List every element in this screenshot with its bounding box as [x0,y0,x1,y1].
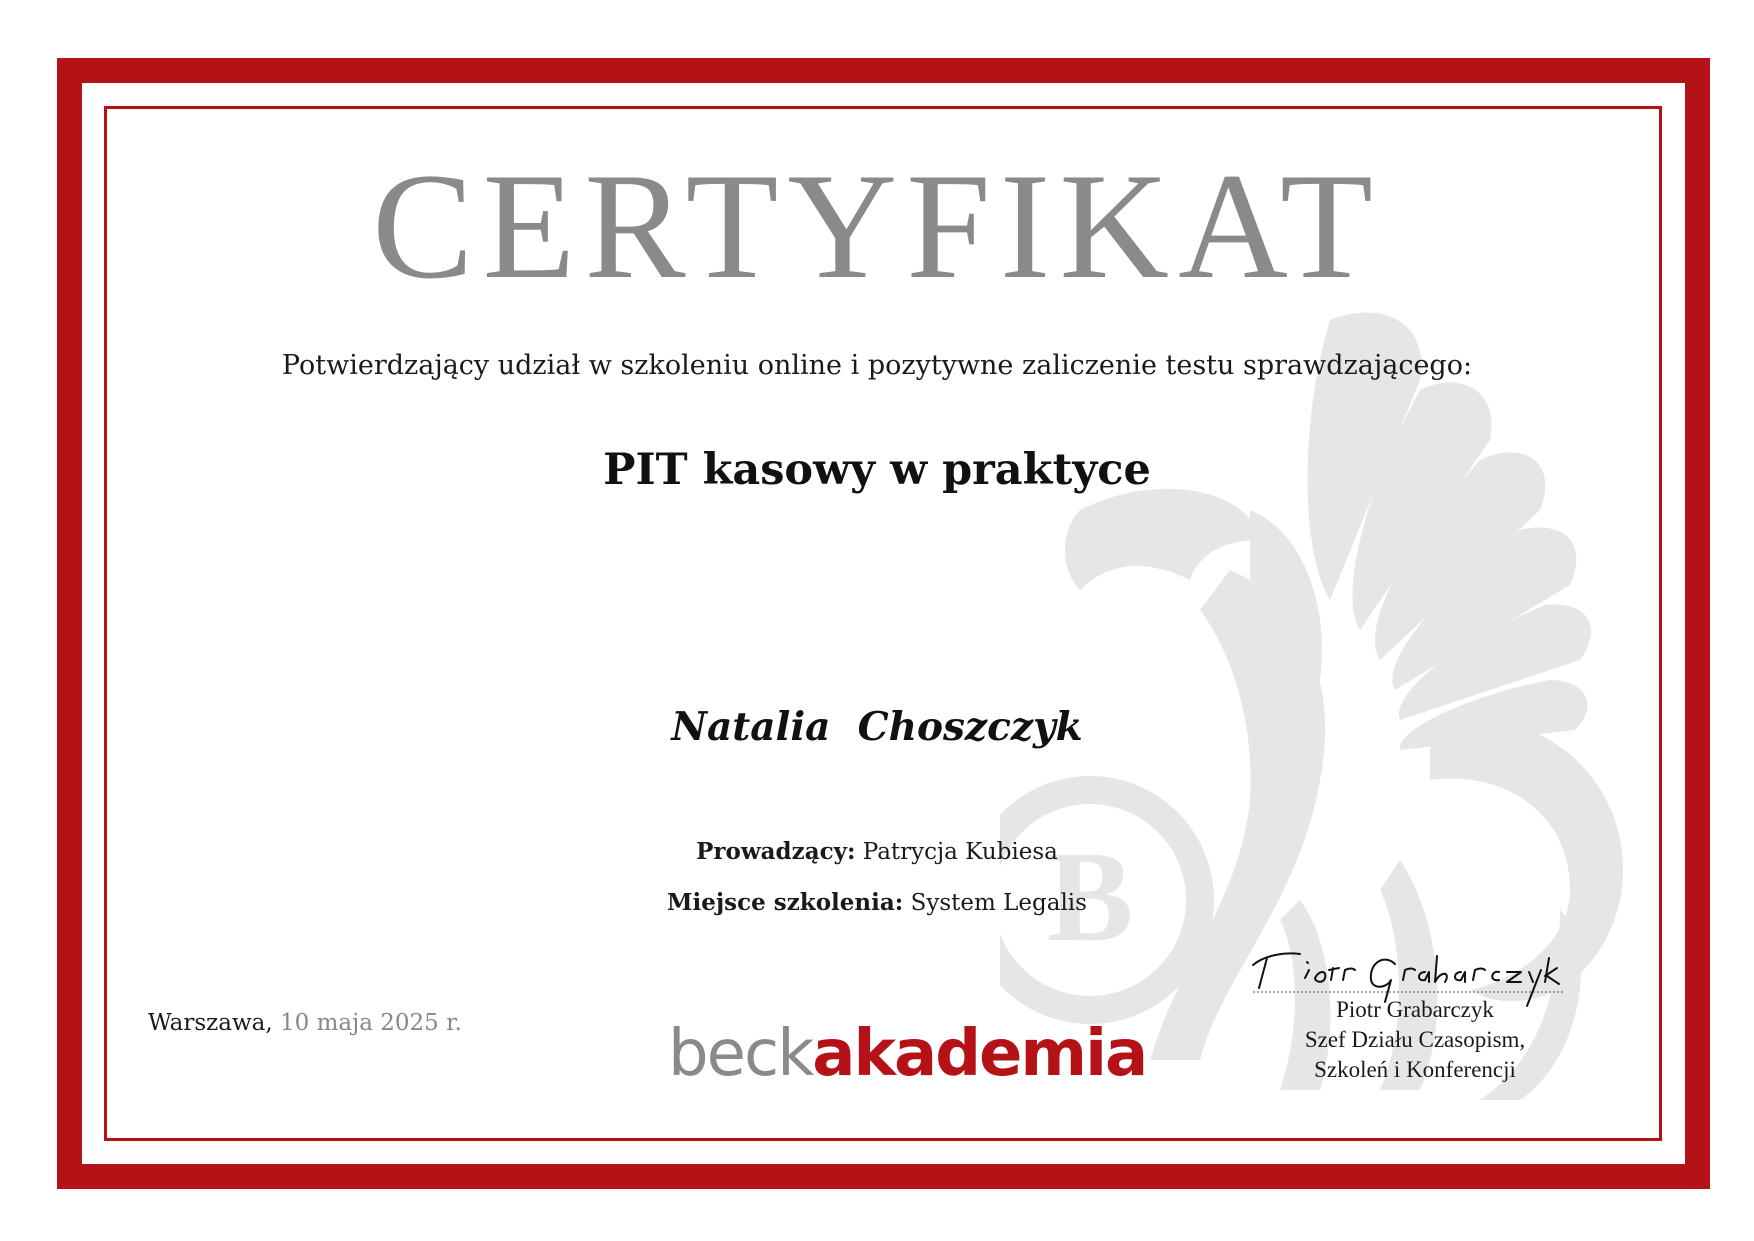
trainer-line [0,838,1754,865]
location-line [0,889,1754,916]
trainer-name: Patrycja Kubiesa [862,839,1058,865]
certificate-title: CERTYFIKAT [372,142,1382,310]
location-label: Miejsce szkolenia: [667,889,904,916]
place-date [148,1010,462,1036]
date: 10 maja 2025 r. [280,1010,462,1036]
logo-beck-text: beck [668,1017,813,1091]
course-title: PIT kasowy w praktyce [603,445,1151,495]
signatory-title-line1: Szef Działu Czasopism, [1304,1027,1526,1052]
participant-name: Natalia Choszczyk [671,704,1083,750]
certificate-subtitle: Potwierdzający udział w szkoleniu online i pozytywne zaliczenie testu sprawdzającego: [281,350,1473,381]
trainer-label: Prowadzący: [696,838,856,865]
svg-text:B: B [1046,825,1134,969]
signatory-block [1250,995,1580,1085]
signatory-title-line2: Szkoleń i Konferencji [1314,1057,1516,1082]
place: Warszawa, [148,1010,273,1036]
signatory-name: Piotr Grabarczyk [1336,997,1494,1022]
beck-akademia-logo [668,1017,1147,1091]
logo-akademia-text: akademia [812,1017,1147,1091]
location-value: System Legalis [910,890,1087,916]
